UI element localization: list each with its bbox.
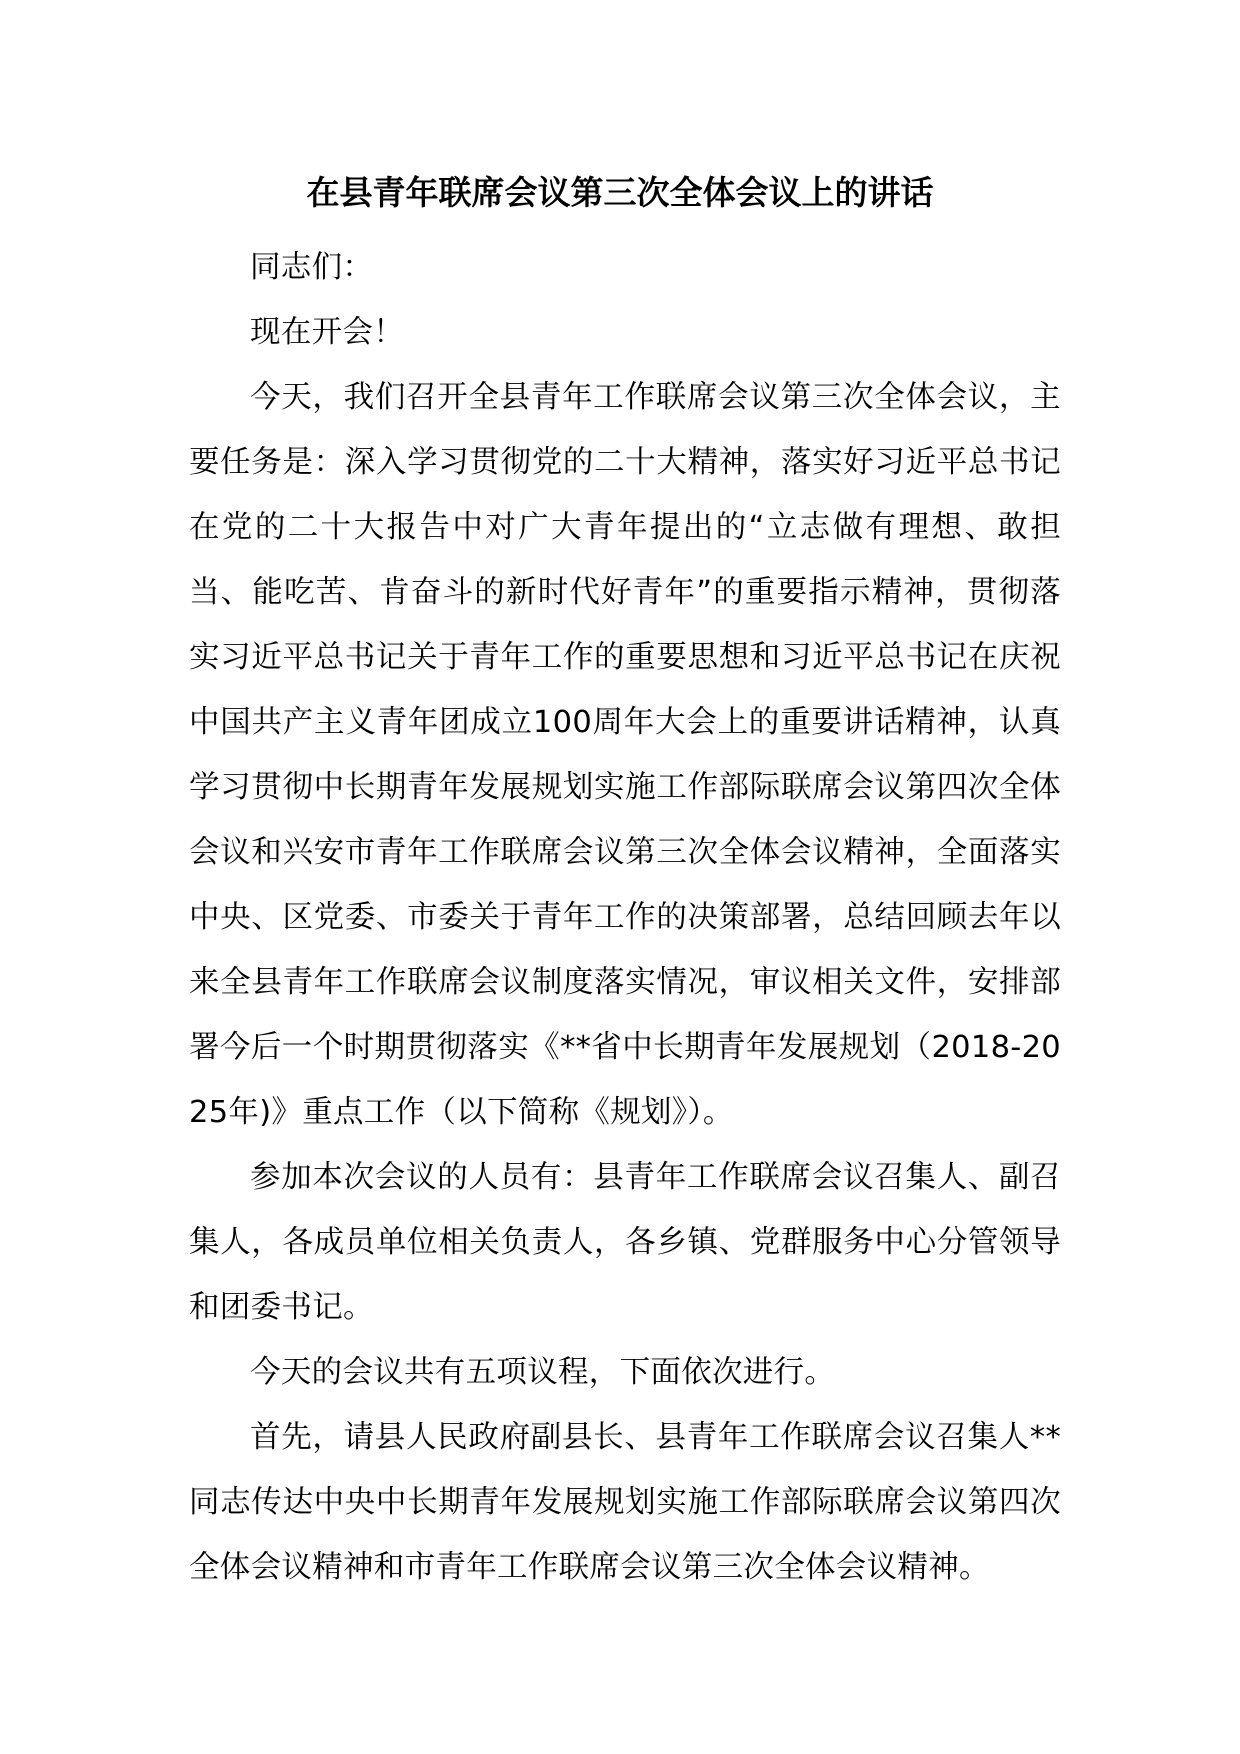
paragraph-first-item: 首先，请县人民政府副县长、县青年工作联席会议召集人**同志传达中央中长期青年发展规划实施工作部际联席会议第四次全体会议精神和市青年工作联席会议第三次全体会议精神。 bbox=[189, 1420, 1061, 1585]
paragraph-greeting: 同志们： bbox=[250, 250, 374, 285]
paragraph-agenda: 今天的会议共有五项议程，下面依次进行。 bbox=[250, 1355, 836, 1390]
document-body bbox=[189, 235, 1061, 1600]
paragraph-opening: 现在开会！ bbox=[250, 315, 404, 350]
paragraph-attendees: 参加本次会议的人员有：县青年工作联席会议召集人、副召集人，各成员单位相关负责人，各乡镇、党群服务中心分管领导和团委书记。 bbox=[189, 1160, 1061, 1325]
document-title: 在县青年联席会议第三次全体会议上的讲话 bbox=[306, 173, 934, 212]
paragraph-task: 今天，我们召开全县青年工作联席会议第三次全体会议，主要任务是：深入学习贯彻党的二十大精神，落实好习近平总书记在党的二十大报告中对广大青年提出的“立志做有理想、敢担当、能吃苦、肯奋斗的新时代好青年”的重要指示精神，贯彻落实习近平总书记关于青年工作的重要思想和习近平总书记在庆祝中国共产主义青年团成立100周年大会上的重要讲话精神，认真学习贯彻中长期青年发展规划实施工作部际联席会议第四次全体会议和兴安市青年工作联席会议第三次全体会议精神，全面落实中央、区党委、市委关于青年工作的决策部署，总结回顾去年以来全县青年工作联席会议制度落实情况，审议相关文件，安排部署今后一个时期贯彻落实《**省中长期青年发展规划（2018-2025年)》重点工作（以下简称《规划》）。 bbox=[189, 380, 1061, 1130]
